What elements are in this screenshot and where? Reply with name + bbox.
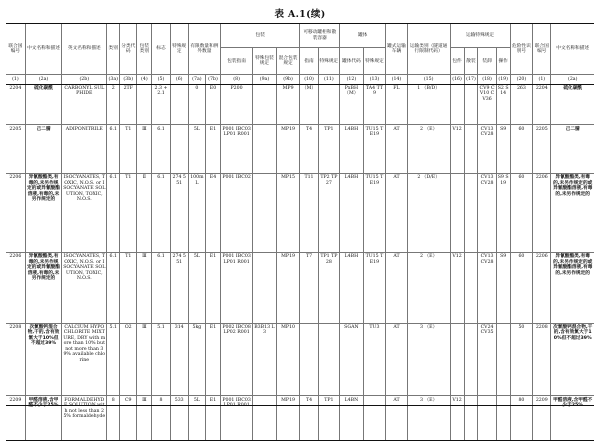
cell-tc: L4BH <box>340 174 364 253</box>
column-number: (13) <box>363 75 386 84</box>
cell-tsp <box>363 396 386 441</box>
cell-veh: AT <box>386 396 407 441</box>
table-row <box>6 84 594 125</box>
cell-s19: S9 <box>496 125 510 174</box>
table-row <box>6 323 594 396</box>
cell-ltd: 5kg <box>188 323 205 396</box>
cell-mp: MP19 <box>276 396 300 441</box>
cell-mp: MP10 <box>276 323 300 396</box>
cell-un: 2205 <box>6 125 25 174</box>
cell-ltd: 5L <box>188 396 205 441</box>
cell-spp <box>253 396 277 441</box>
cell-tsp: TA4 TT9 <box>363 84 386 125</box>
header-tank-special: 特殊规定 <box>363 48 386 75</box>
cell-tsp: TU3 <box>363 323 386 396</box>
cell-spp <box>253 252 277 323</box>
cell-cls: 8 <box>107 396 120 441</box>
cell-un2: 2204 <box>533 84 551 125</box>
cell-tc: L4BH <box>340 252 364 323</box>
cell-s16 <box>450 323 464 396</box>
cell-cn2: 次氯酸钙混合物,干的,含有效氯大于10%但不超过39% <box>551 323 594 396</box>
cell-sp: 274 551 <box>170 174 188 253</box>
cell-cat: 2 （E） <box>407 125 450 174</box>
cell-veh: AT <box>386 125 407 174</box>
cell-code: T1 <box>120 125 137 174</box>
header-portable-special: 特殊规定 <box>318 48 339 75</box>
cell-tps: TP1 <box>318 396 339 441</box>
cell-label: 5.1 <box>152 323 170 396</box>
cell-exc: E1 <box>205 125 220 174</box>
column-number: (4) <box>137 75 152 84</box>
cell-un: 2204 <box>6 84 25 125</box>
cell-tps <box>318 84 339 125</box>
column-number-row <box>6 75 594 84</box>
header-tank-vehicle: 罐式运输车辆 <box>386 24 407 75</box>
column-number: (7a) <box>188 75 205 84</box>
cell-pg: Ⅱ <box>137 174 152 253</box>
cell-mp: MP19 <box>276 125 300 174</box>
cell-tps: TP1 TP28 <box>318 252 339 323</box>
cell-label: 2.3 +2.1 <box>152 84 170 125</box>
cell-tsp: TU15 TE19 <box>363 252 386 323</box>
cell-ltd: 0 <box>188 84 205 125</box>
cell-cn: 异氰酸酯类,有毒的,未另作规定的或异氰酸酯溶液,有毒的,未另作规定的 <box>25 252 61 323</box>
cell-s16: V12 <box>450 396 464 441</box>
header-special-packing: 特殊包装规定 <box>253 48 277 75</box>
header-st-bulk: 散装 <box>464 48 478 75</box>
column-number: (18) <box>478 75 496 84</box>
cell-exc: E4 <box>205 174 220 253</box>
cell-veh: AT <box>386 252 407 323</box>
column-number: (3a) <box>107 75 120 84</box>
cell-pg: Ⅲ <box>137 252 152 323</box>
cell-tpi: T11 <box>300 174 318 253</box>
cell-s19: S2 S14 <box>496 84 510 125</box>
cell-s18: CV13 CV28 <box>478 252 496 323</box>
cell-sp: 274 551 <box>170 252 188 323</box>
cell-code: T1 <box>120 252 137 323</box>
cell-s16: V12 <box>450 252 464 323</box>
page-title: 表 A.1(续) <box>274 9 326 20</box>
cell-tpi: （M） <box>300 84 318 125</box>
column-number: (19) <box>496 75 510 84</box>
header-cn-name-repeat: 中文名称和描述 <box>551 24 594 75</box>
cell-pi: P200 <box>221 84 253 125</box>
cell-cat: 1 （B/D） <box>407 84 450 125</box>
table-row <box>6 174 594 253</box>
cell-pg: Ⅲ <box>137 323 152 396</box>
header-un-no-repeat: 联合国编号 <box>533 24 551 75</box>
header-tank-code: 罐体代码 <box>340 48 364 75</box>
cell-spp <box>253 174 277 253</box>
table-row <box>6 125 594 174</box>
cell-s19 <box>496 323 510 396</box>
cell-spp: B3B13 L3 <box>253 323 277 396</box>
column-number: (10) <box>300 75 318 84</box>
cell-s19: S9 <box>496 252 510 323</box>
header-cn-name: 中文名称和描述 <box>25 24 61 75</box>
cell-cls: 6.1 <box>107 125 120 174</box>
column-number: (12) <box>340 75 364 84</box>
cell-cls: 6.1 <box>107 174 120 253</box>
header-mixed-packing: 混合包装规定 <box>276 48 300 75</box>
cell-pi: P001 IBC02 <box>221 174 253 253</box>
header-class-code: 分类代码 <box>120 24 137 75</box>
header-tank: 罐体 <box>340 24 386 48</box>
cell-s18: CV13 CV28 <box>478 125 496 174</box>
cell-tc: L4BH <box>340 125 364 174</box>
cell-en: CARBONYL SULPHIDE <box>62 84 107 125</box>
cell-pi: P001 IBC03 LP01 R001 <box>221 396 253 441</box>
cell-cls: 6.1 <box>107 252 120 323</box>
cell-tsp: TU15 TE19 <box>363 174 386 253</box>
cell-ltd: 100mL <box>188 174 205 253</box>
cell-spp <box>253 84 277 125</box>
cell-un2: 2209 <box>533 396 551 441</box>
column-number: (15) <box>407 75 450 84</box>
column-number: (11) <box>318 75 339 84</box>
cell-s16: V12 <box>450 125 464 174</box>
cell-tpi: T4 <box>300 125 318 174</box>
column-number: (16) <box>450 75 464 84</box>
header-special-provisions: 特殊规定 <box>170 24 188 75</box>
cell-sp <box>170 84 188 125</box>
cell-un2: 2205 <box>533 125 551 174</box>
cell-en: ISOCYANATES, TOXIC, N.O.S. or ISOCYANATE SOLUTION, TOXIC, N.O.S. <box>62 174 107 253</box>
column-number: (14) <box>386 75 407 84</box>
cell-un2: 2206 <box>533 174 551 253</box>
cell-code: O2 <box>120 323 137 396</box>
cell-s18: CV13 CV28 <box>478 174 496 253</box>
table-bottom-rule <box>6 405 594 406</box>
cell-ltd: 5L <box>188 125 205 174</box>
cell-cls: 5.1 <box>107 323 120 396</box>
cell-tps <box>318 323 339 396</box>
header-packing-instruction: 包装指南 <box>221 48 253 75</box>
column-number: (2b) <box>62 75 107 84</box>
cell-tpi: T4 <box>300 396 318 441</box>
cell-un2: 2206 <box>533 252 551 323</box>
cell-en: ADIPONITRILE <box>62 125 107 174</box>
column-number: (9b) <box>276 75 300 84</box>
column-number: (3b) <box>120 75 137 84</box>
cell-cat: 3 （E） <box>407 323 450 396</box>
cell-tpi <box>300 323 318 396</box>
cell-un: 2208 <box>6 323 25 396</box>
header-portable-tanks: 可移动罐柜和散装容器 <box>300 24 340 48</box>
cell-hin: 60 <box>510 125 533 174</box>
cell-s19: S9 S19 <box>496 174 510 253</box>
cell-exc: E1 <box>205 396 220 441</box>
cell-veh: FL <box>386 84 407 125</box>
cell-sp: 533 <box>170 396 188 441</box>
cell-hin: 60 <box>510 252 533 323</box>
cell-pg <box>137 84 152 125</box>
cell-en: CALCIUM HYPOCHLORITE MIXTURE, DRY with more than 10% but not more than 39% available chlorine <box>62 323 107 396</box>
header-packing-group: 包装类别 <box>137 24 152 75</box>
header-st-operation: 操作 <box>496 48 510 75</box>
cell-hin: 263 <box>510 84 533 125</box>
cell-cn: 硫化碳酰 <box>25 84 61 125</box>
cell-hin: 80 <box>510 396 533 441</box>
cell-label: 6.1 <box>152 252 170 323</box>
cell-cn2: 异氰酸酯类,有毒的,未另作规定的或异氰酸酯溶液,有毒的,未另作规定的 <box>551 252 594 323</box>
cell-cls: 2 <box>107 84 120 125</box>
cell-un: 2206 <box>6 174 25 253</box>
cell-s18: CV9 CV10 CV36 <box>478 84 496 125</box>
cell-cn2: 硫化碳酰 <box>551 84 594 125</box>
cell-cn: 次氯酸钙混合物,干的,含有效氯大于10%但不超过39% <box>25 323 61 396</box>
cell-tps: TP1 <box>318 125 339 174</box>
header-class: 类别 <box>107 24 120 75</box>
header-labels: 标志 <box>152 24 170 75</box>
cell-un2: 2208 <box>533 323 551 396</box>
cell-sp: 314 <box>170 323 188 396</box>
cell-cn2: 异氰酸酯类,有毒的,未另作规定的或异氰酸酯溶液,有毒的,未另作规定的 <box>551 174 594 253</box>
cell-exc: E1 <box>205 252 220 323</box>
cell-s18: CV24 CV35 <box>478 323 496 396</box>
dangerous-goods-table <box>6 24 594 441</box>
header-special-transport: 运输特殊规定 <box>450 24 510 48</box>
table-row <box>6 396 594 441</box>
cell-cat: 2 （D/E） <box>407 174 450 253</box>
cell-mp: MP19 <box>276 252 300 323</box>
cell-tc: PxBH（M） <box>340 84 364 125</box>
cell-code: C9 <box>120 396 137 441</box>
header-un-no: 联合国编号 <box>6 24 25 75</box>
table-row <box>6 252 594 323</box>
cell-cn2: 甲醛溶液,含甲醛不少于25% <box>551 396 594 441</box>
cell-s17 <box>464 125 478 174</box>
cell-pi: P002 IBC08 LP02 R001 <box>221 323 253 396</box>
cell-veh: AT <box>386 323 407 396</box>
cell-pg: Ⅲ <box>137 396 152 441</box>
cell-tc: SGAN <box>340 323 364 396</box>
cell-tc: L4BN <box>340 396 364 441</box>
cell-cn2: 己二腈 <box>551 125 594 174</box>
column-number: (20) <box>510 75 533 84</box>
cell-s17 <box>464 396 478 441</box>
column-number: (7b) <box>205 75 220 84</box>
cell-s16 <box>450 84 464 125</box>
cell-tps: TP2 TP27 <box>318 174 339 253</box>
column-number: (1) <box>533 75 551 84</box>
cell-exc: E0 <box>205 84 220 125</box>
cell-cat: 2 （E） <box>407 252 450 323</box>
cell-exc: E1 <box>205 323 220 396</box>
cell-pg: Ⅲ <box>137 125 152 174</box>
cell-s17 <box>464 84 478 125</box>
cell-sp <box>170 125 188 174</box>
cell-s17 <box>464 252 478 323</box>
cell-s17 <box>464 174 478 253</box>
header-st-loading: 装卸 <box>478 48 496 75</box>
cell-mp: MP15 <box>276 174 300 253</box>
cell-s18 <box>478 396 496 441</box>
cell-label: 6.1 <box>152 125 170 174</box>
column-number: (9a) <box>253 75 277 84</box>
cell-cn: 己二腈 <box>25 125 61 174</box>
column-number: (8) <box>221 75 253 84</box>
header-limited-excepted: 有限数量和例外数量 <box>188 24 220 75</box>
cell-ltd: 5L <box>188 252 205 323</box>
cell-pi: P001 IBC03 LP01 R001 <box>221 252 253 323</box>
header-packaging: 包装 <box>221 24 300 48</box>
cell-un: 2209 <box>6 396 25 441</box>
column-number: (5) <box>152 75 170 84</box>
cell-label: 8 <box>152 396 170 441</box>
cell-hin: 60 <box>510 174 533 253</box>
column-number: (1) <box>6 75 25 84</box>
header-transport-category: 运输类别（隧道通行限制代码） <box>407 24 450 75</box>
header-st-packages: 包件 <box>450 48 464 75</box>
cell-veh: AT <box>386 174 407 253</box>
header-hazard-id: 危险性识别号 <box>510 24 533 75</box>
column-number: (17) <box>464 75 478 84</box>
cell-en: FORMALDEHYDE SOLUTION with not less than 25% formaldehyde <box>62 396 107 441</box>
cell-cn: 异氰酸酯类,有毒的,未另作规定的或异氰酸酯溶液,有毒的,未另作规定的 <box>25 174 61 253</box>
column-number: (2a) <box>25 75 61 84</box>
header-en-name: 英文名称和描述 <box>62 24 107 75</box>
cell-tsp: TU15 TE19 <box>363 125 386 174</box>
cell-s16 <box>450 174 464 253</box>
cell-hin: 50 <box>510 323 533 396</box>
cell-mp: MP9 <box>276 84 300 125</box>
cell-label: 6.1 <box>152 174 170 253</box>
cell-un: 2206 <box>6 252 25 323</box>
cell-cat: 3 （E） <box>407 396 450 441</box>
cell-pi: P001 IBC03 LP01 R001 <box>221 125 253 174</box>
cell-code: T1 <box>120 174 137 253</box>
cell-spp <box>253 125 277 174</box>
column-number: (6) <box>170 75 188 84</box>
cell-s17 <box>464 323 478 396</box>
column-number: (2a) <box>551 75 594 84</box>
cell-code: 2TF <box>120 84 137 125</box>
cell-tpi: T7 <box>300 252 318 323</box>
header-portable-instruction: 指南 <box>300 48 318 75</box>
cell-s19 <box>496 396 510 441</box>
cell-cn: 甲醛溶液,含甲醛不少于25% <box>25 396 61 441</box>
cell-en: ISOCYANATES, TOXIC, N.O.S. or ISOCYANATE SOLUTION, TOXIC, N.O.S. <box>62 252 107 323</box>
